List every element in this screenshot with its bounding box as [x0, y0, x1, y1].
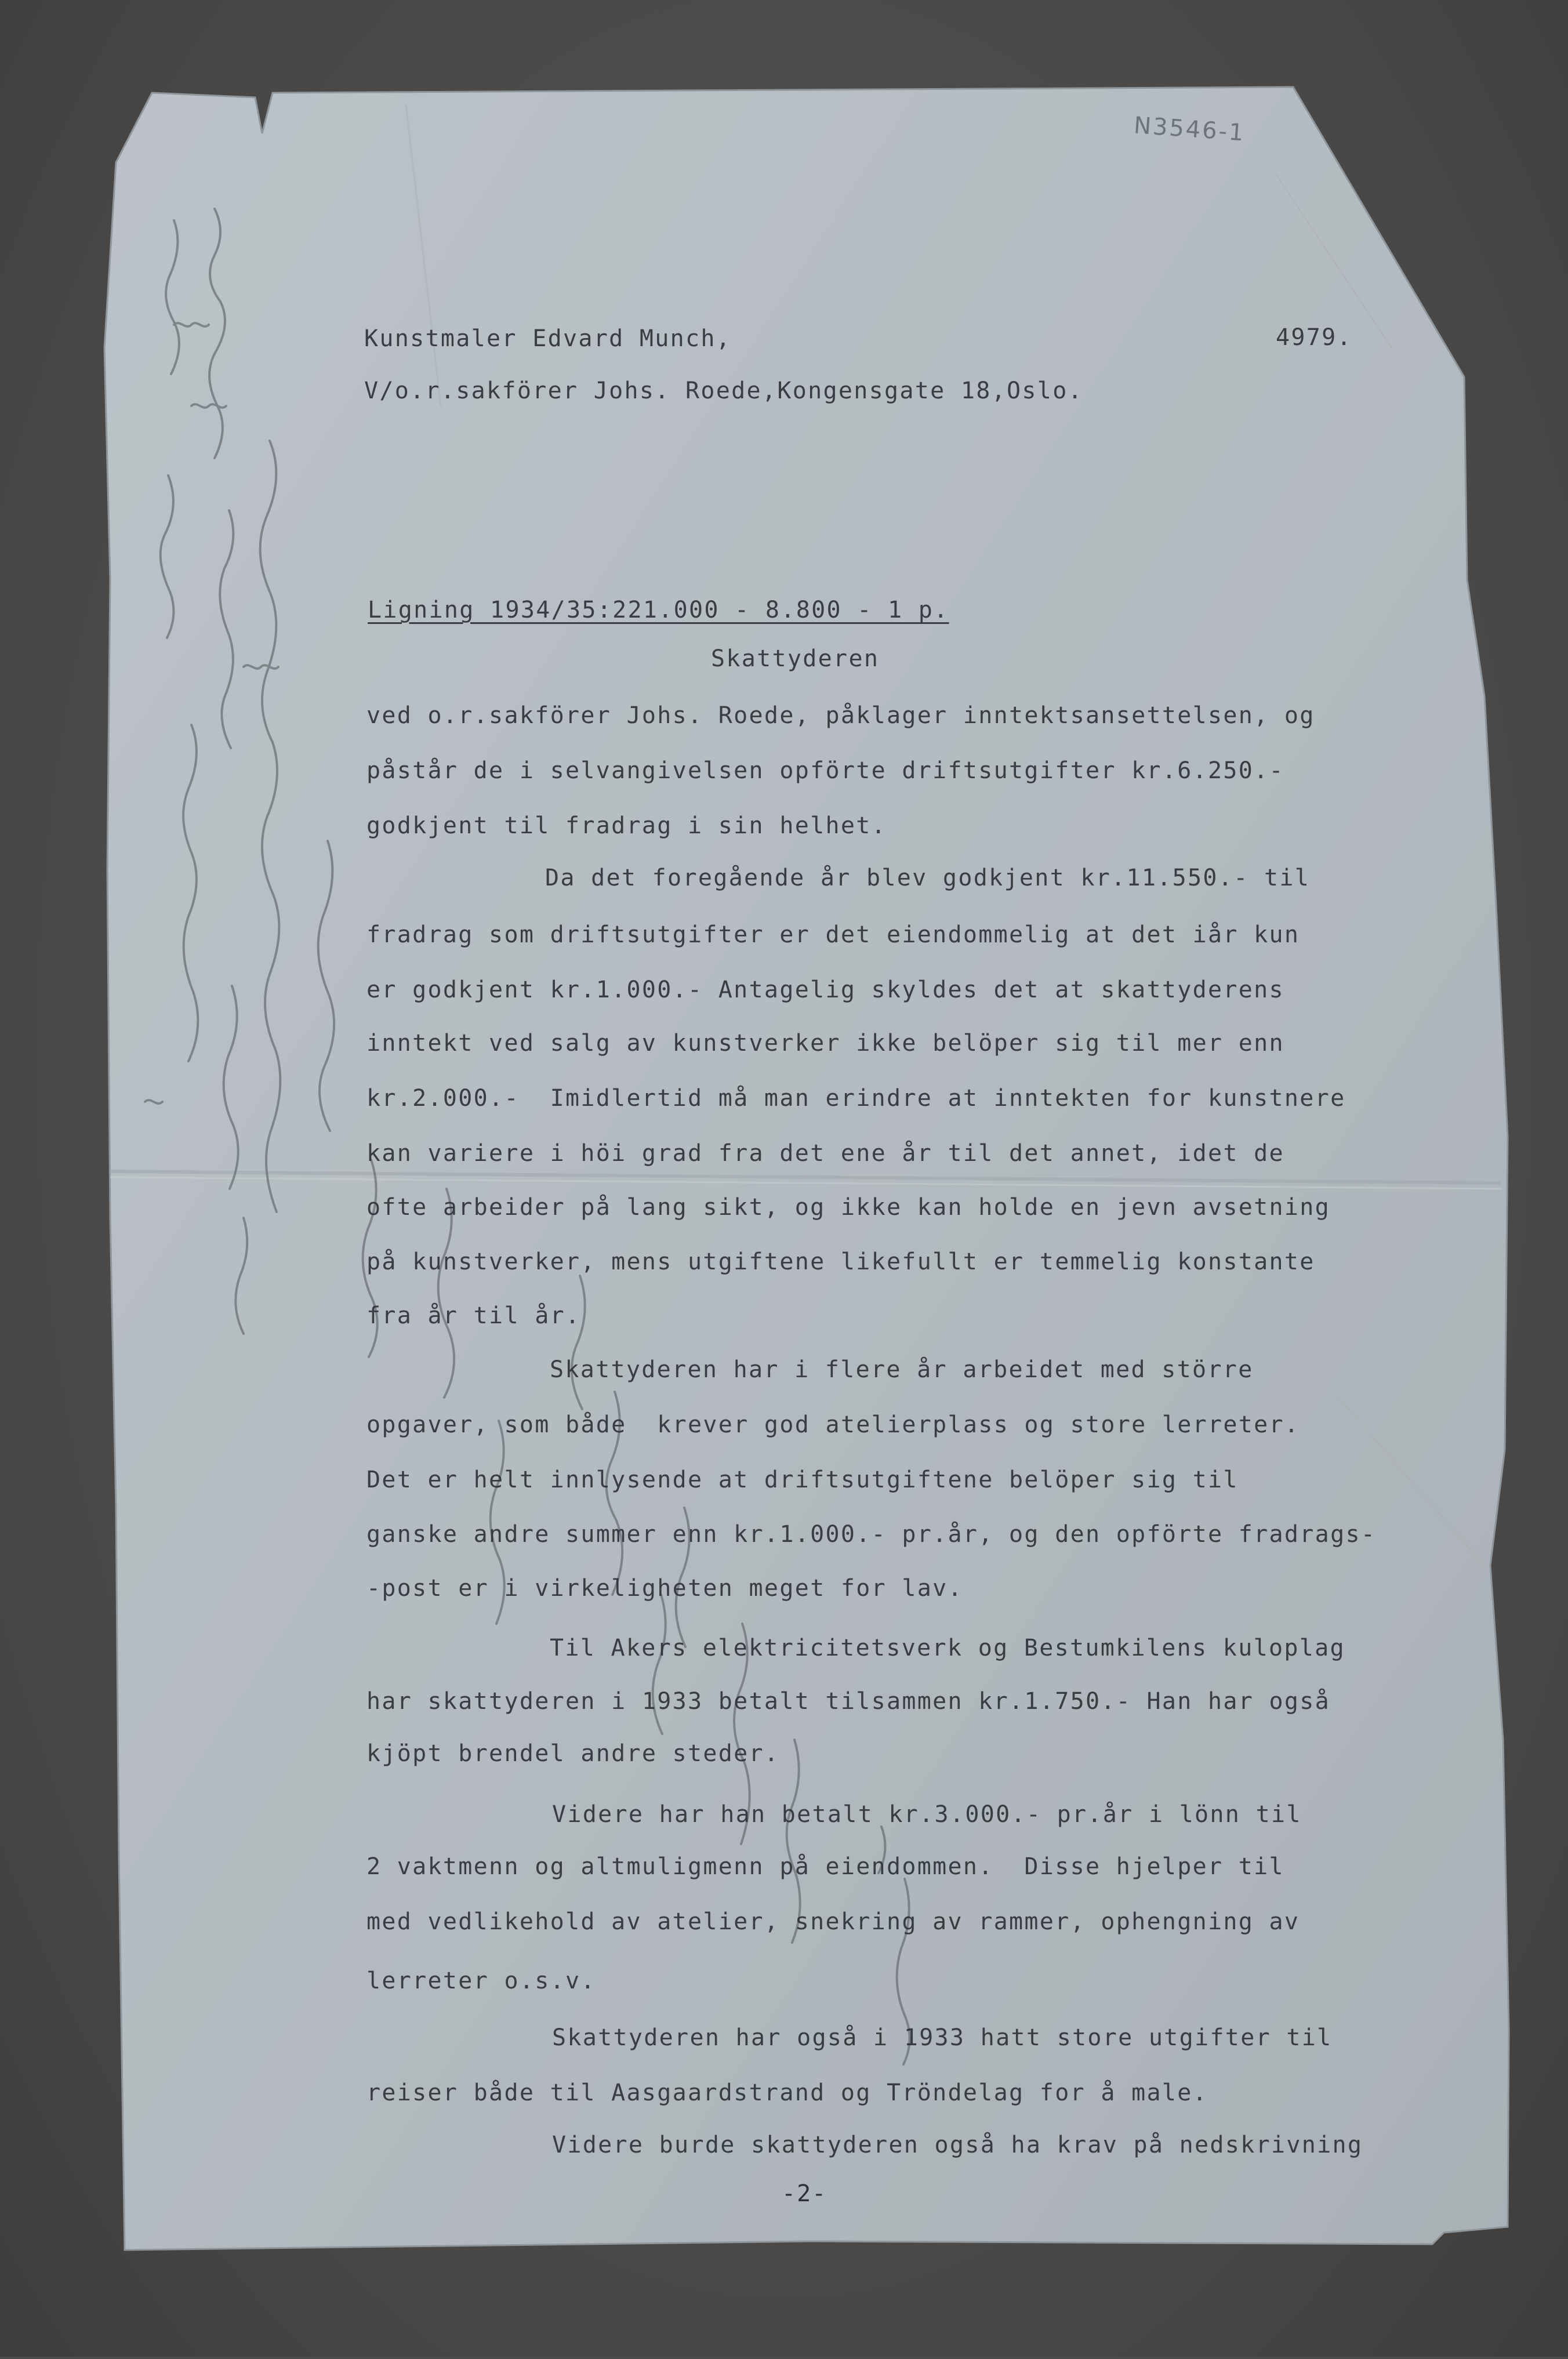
body-line: Til Akers elektricitetsverk og Bestumkilens kuloplag	[550, 1635, 1345, 1661]
body-line: ved o.r.sakförer Johs. Roede, påklager inntektsansettelsen, og	[366, 702, 1315, 729]
body-line: godkjent til fradrag i sin helhet.	[366, 812, 887, 839]
body-line: kr.2.000.- Imidlertid må man erindre at inntekten for kunstnere	[366, 1085, 1346, 1112]
body-line: med vedlikehold av atelier, snekring av rammer, ophengning av	[366, 1908, 1300, 1935]
body-line: inntekt ved salg av kunstverker ikke belöper sig til mer enn	[366, 1030, 1284, 1057]
body-line: fradrag som driftsutgifter er det eiendommelig at det iår kun	[366, 921, 1300, 948]
body-line: Skattyderen har også i 1933 hatt store utgifter til	[552, 2024, 1333, 2051]
body-line: Da det foregående år blev godkjent kr.11.550.- til	[545, 865, 1311, 891]
addressee: Kunstmaler Edvard Munch,	[364, 325, 732, 352]
body-line: Videre har han betalt kr.3.000.- pr.år i lönn til	[552, 1801, 1302, 1828]
body-line: -post er i virkeligheten meget for lav.	[366, 1575, 963, 1602]
body-line: ganske andre summer enn kr.1.000.- pr.år, og den opförte fradrags-	[366, 1521, 1377, 1548]
page-number: -2-	[782, 2180, 827, 2207]
body-line: 2 vaktmenn og altmuligmenn på eiendommen. Disse hjelper til	[366, 1853, 1284, 1880]
subject-line: Skattyderen	[711, 645, 880, 672]
body-line: på kunstverker, mens utgiftene likefullt er temmelig konstante	[366, 1249, 1315, 1275]
body-line: Det er helt innlysende at driftsutgiftene belöper sig til	[366, 1467, 1239, 1493]
body-line: er godkjent kr.1.000.- Antagelig skyldes det at skattyderens	[366, 977, 1284, 1003]
archive-number: N3546-1	[1133, 112, 1246, 147]
body-line: reiser både til Aasgaardstrand og Tröndelag for å male.	[366, 2079, 1208, 2106]
body-line: fra år til år.	[366, 1302, 581, 1329]
body-line: Videre burde skattyderen også ha krav på nedskrivning	[552, 2132, 1363, 2158]
body-line: Skattyderen har i flere år arbeidet med större	[550, 1356, 1254, 1383]
reference-number: 4979.	[1276, 324, 1352, 351]
body-line: kjöpt brendel andre steder.	[366, 1740, 780, 1767]
body-line: lerreter o.s.v.	[366, 1968, 596, 1994]
body-line: kan variere i höi grad fra det ene år til det annet, idet de	[366, 1140, 1284, 1167]
body-line: påstår de i selvangivelsen opförte driftsutgifter kr.6.250.-	[366, 757, 1284, 784]
body-line: ofte arbeider på lang sikt, og ikke kan holde en jevn avsetning	[366, 1194, 1331, 1221]
assessment-heading: Ligning 1934/35:221.000 - 8.800 - 1 p.	[368, 597, 949, 623]
body-line: opgaver, som både krever god atelierplass og store lerreter.	[366, 1411, 1300, 1438]
body-line: har skattyderen i 1933 betalt tilsammen kr.1.750.- Han har også	[366, 1688, 1331, 1715]
care-of-line: V/o.r.sakförer Johs. Roede,Kongensgate 18,Oslo.	[364, 378, 1083, 404]
